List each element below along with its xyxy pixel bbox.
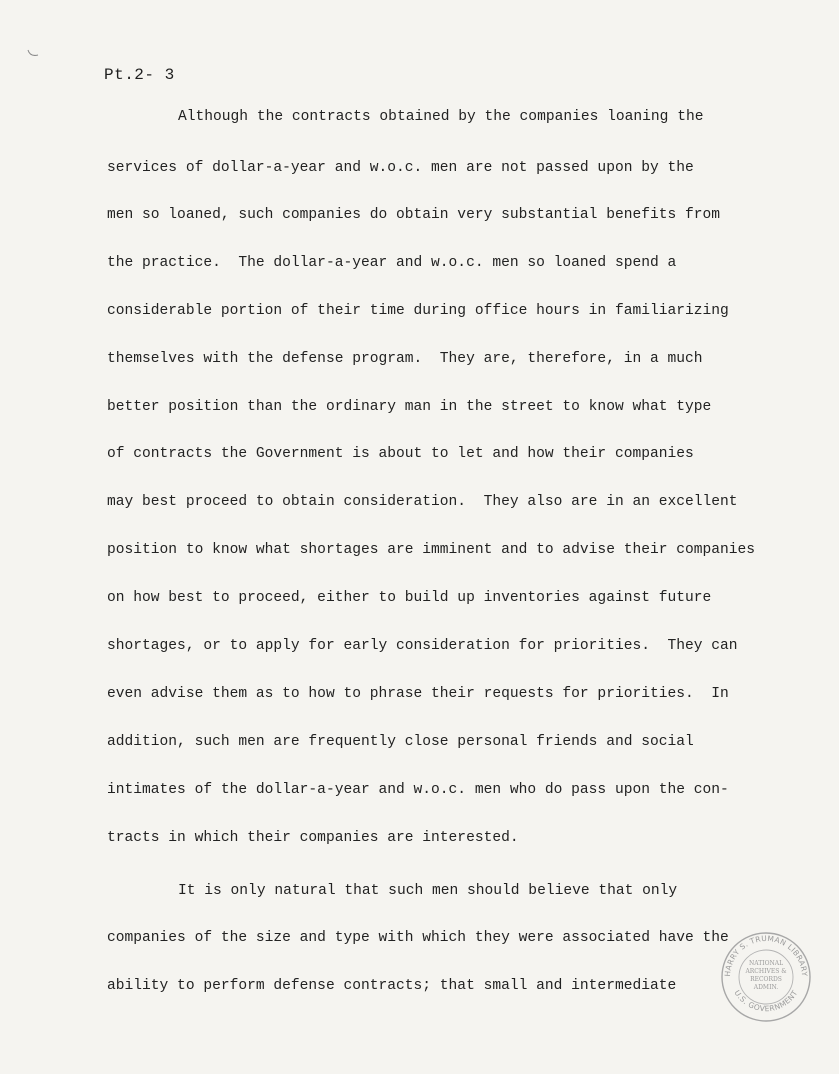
page-number: Pt.2- 3	[104, 66, 175, 84]
text-line: may best proceed to obtain consideration. They also are in an excellent	[107, 494, 738, 510]
text-line: services of dollar-a-year and w.o.c. men are not passed upon by the	[107, 160, 694, 176]
stamp-bottom-text: U.S. GOVERNMENT	[732, 988, 800, 1014]
text-line: Although the contracts obtained by the companies loaning the	[178, 109, 704, 125]
text-line: even advise them as to how to phrase their requests for priorities. In	[107, 686, 729, 702]
text-line: ability to perform defense contracts; that small and intermediate	[107, 978, 677, 994]
text-line: better position than the ordinary man in the street to know what type	[107, 399, 712, 415]
text-line: tracts in which their companies are interested.	[107, 830, 519, 846]
text-line: men so loaned, such companies do obtain very substantial benefits from	[107, 207, 721, 223]
text-line: intimates of the dollar-a-year and w.o.c. men who do pass upon the con-	[107, 782, 729, 798]
text-line: addition, such men are frequently close personal friends and social	[107, 734, 694, 750]
corner-mark	[26, 48, 40, 58]
stamp-inner-line: NATIONAL	[748, 960, 784, 967]
text-line: themselves with the defense program. They are, therefore, in a much	[107, 351, 703, 367]
text-line: the practice. The dollar-a-year and w.o.c. men so loaned spend a	[107, 255, 677, 271]
stamp-inner-line: ARCHIVES &	[745, 968, 787, 975]
text-line: companies of the size and type with which they were associated have the	[107, 930, 729, 946]
text-line: of contracts the Government is about to let and how their companies	[107, 446, 694, 462]
text-line: considerable portion of their time during office hours in familiarizing	[107, 303, 729, 319]
stamp-inner-line: RECORDS	[750, 976, 782, 983]
text-line: It is only natural that such men should believe that only	[178, 883, 678, 899]
library-seal-stamp	[716, 925, 816, 1025]
text-line: on how best to proceed, either to build up inventories against future	[107, 590, 712, 606]
text-line: shortages, or to apply for early consideration for priorities. They can	[107, 638, 738, 654]
text-line: position to know what shortages are imminent and to advise their companies	[107, 542, 756, 558]
svg-text:U.S. GOVERNMENT	[733, 988, 800, 1013]
stamp-inner-line: ADMIN.	[753, 984, 779, 991]
stamp-top-text: HARRY S. TRUMAN LIBRARY	[722, 933, 810, 977]
